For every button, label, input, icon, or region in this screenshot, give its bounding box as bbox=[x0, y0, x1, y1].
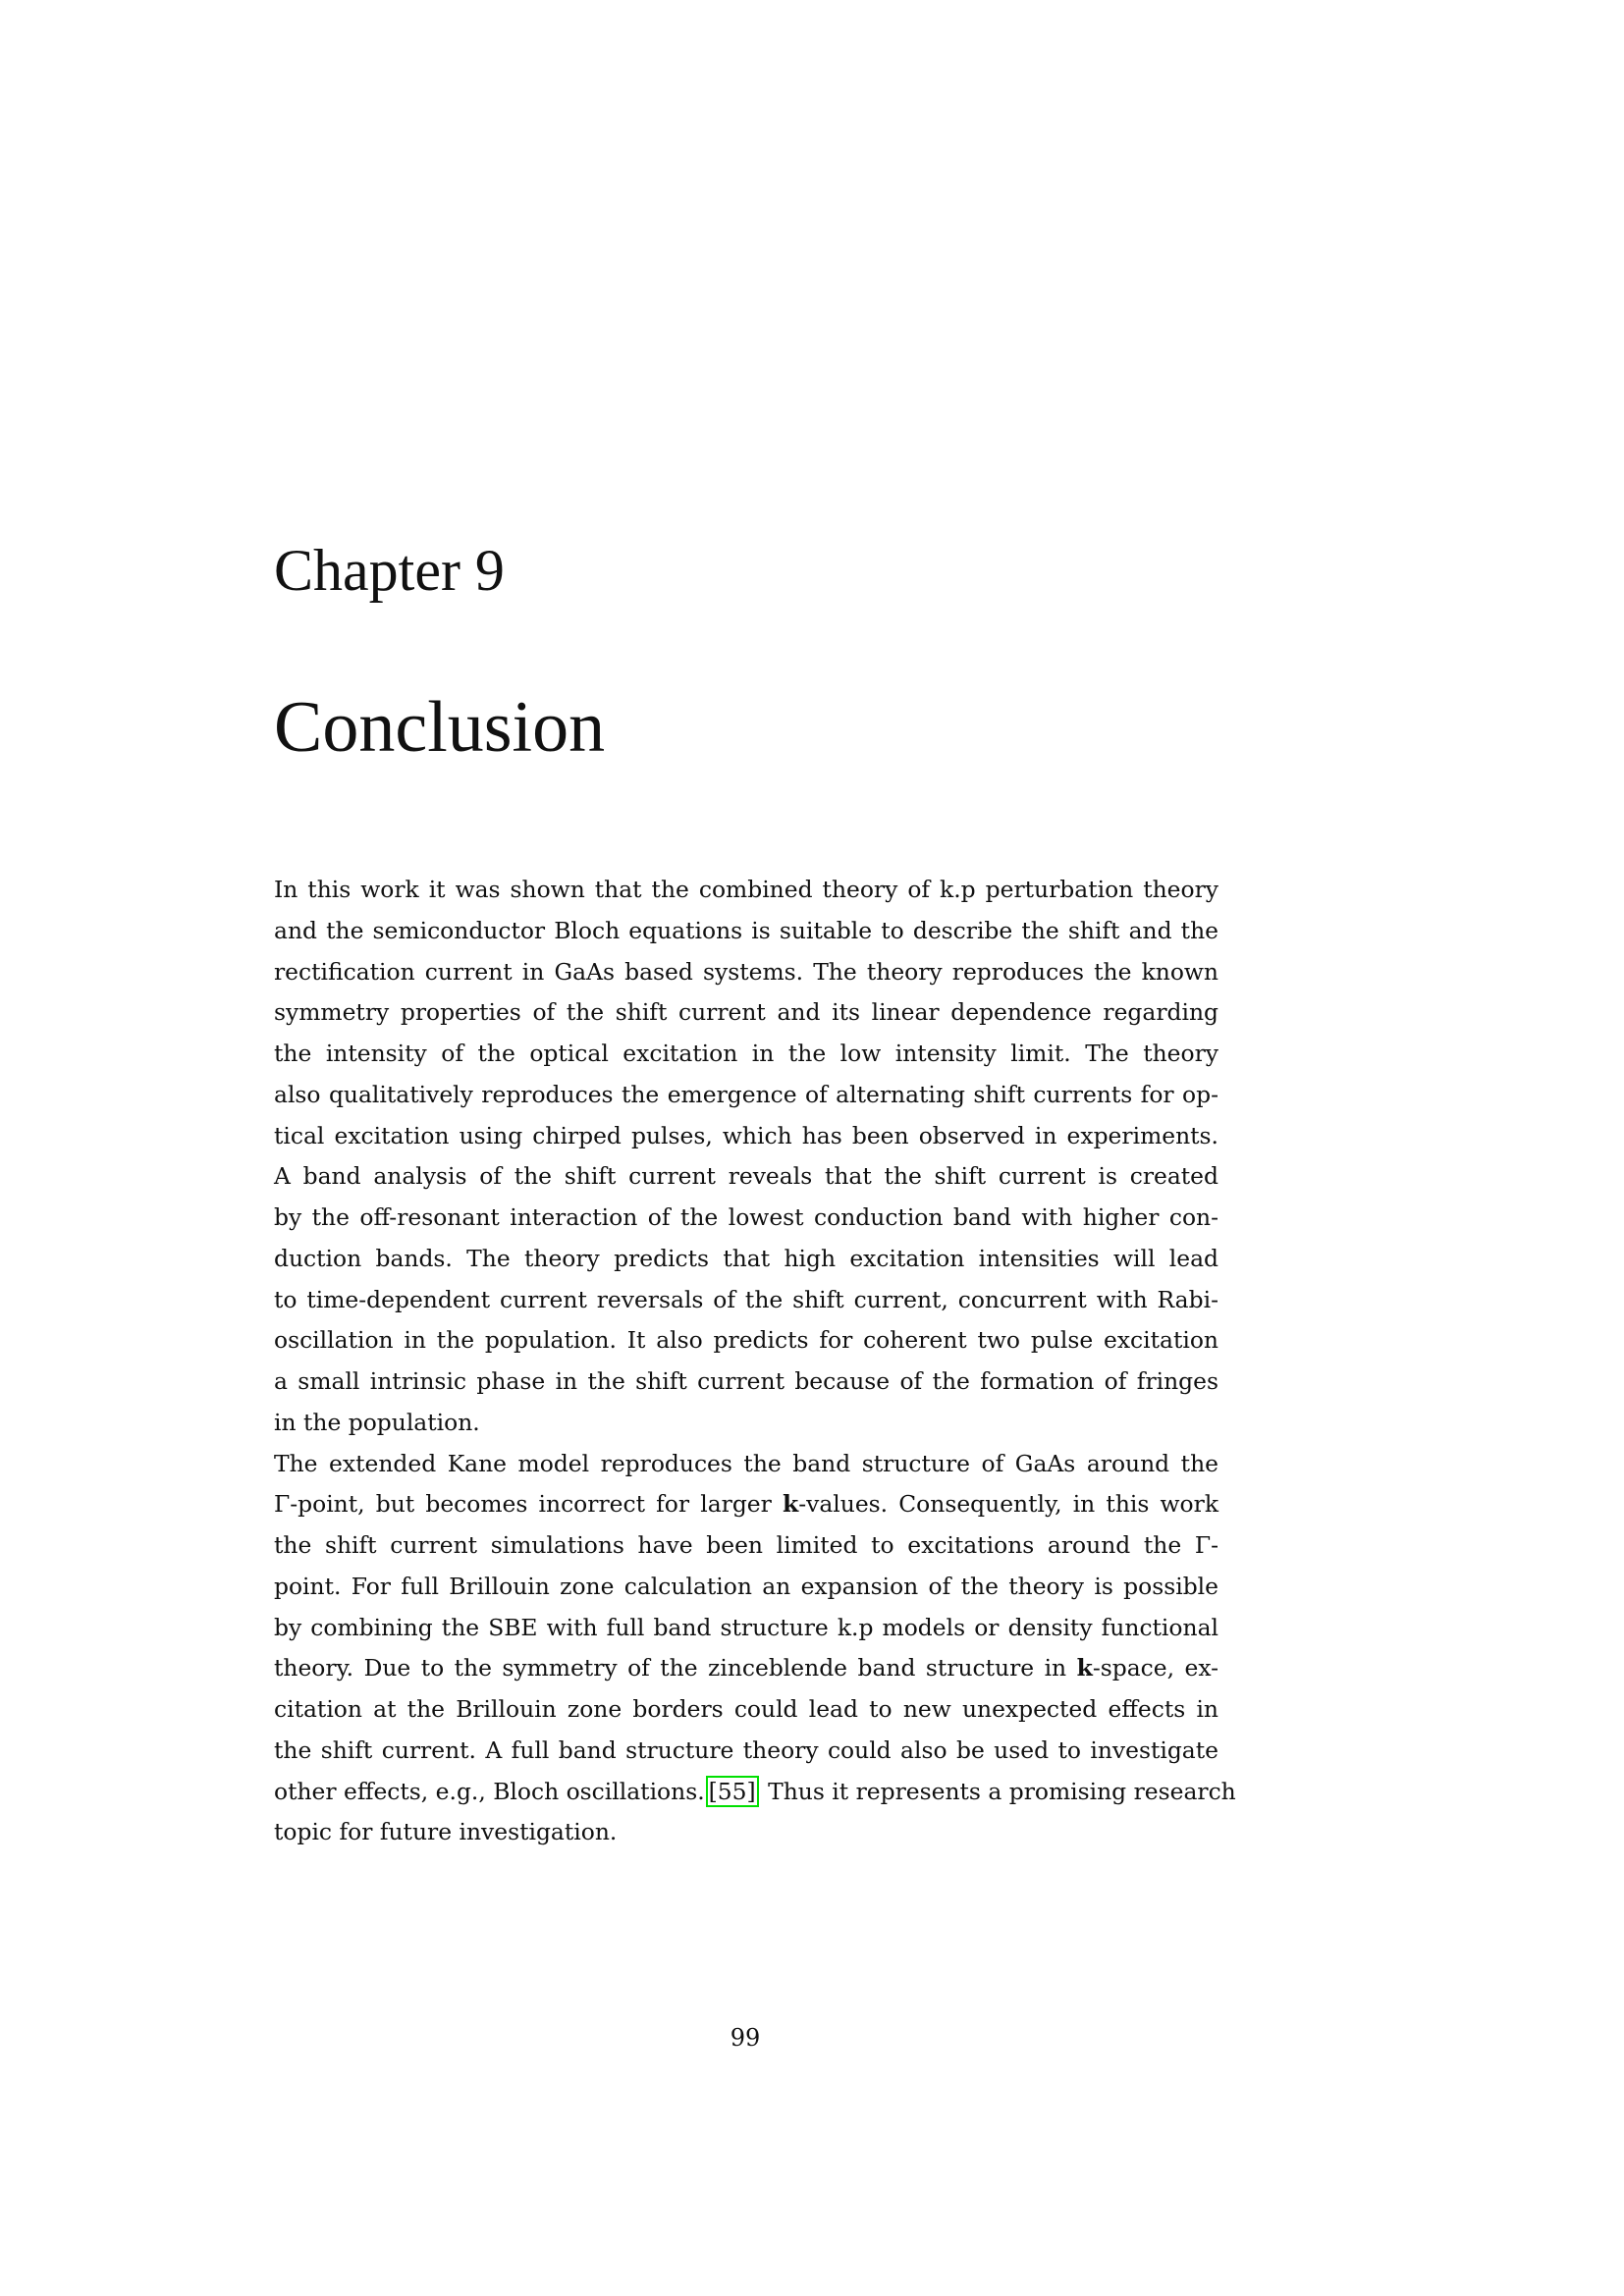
text-line: the shift current. A full band structure theory could also be used to investigate bbox=[274, 1735, 1218, 1764]
text-line: to time-dependent current reversals of the shift current, concurrent with Rabi- bbox=[274, 1285, 1218, 1313]
text-line bbox=[274, 1648, 1218, 1689]
page-number: 99 bbox=[730, 2024, 761, 2052]
paragraph-2 bbox=[274, 1444, 1236, 1854]
text-fragment: other effects, e.g., Bloch oscillations. bbox=[274, 1777, 705, 1805]
text-line: in the population. bbox=[274, 1408, 480, 1436]
text-line: A band analysis of the shift current reveals that the shift current is created bbox=[274, 1162, 1218, 1191]
text-line: also qualitatively reproduces the emergence of alternating shift currents for op- bbox=[274, 1080, 1218, 1108]
text-line: In this work it was shown that the combined theory of k.p perturbation theory bbox=[274, 876, 1218, 903]
text-line: topic for future investigation. bbox=[274, 1818, 618, 1846]
text-line bbox=[274, 1772, 1236, 1813]
text-line: symmetry properties of the shift current and its linear dependence regarding bbox=[274, 998, 1218, 1027]
body-text bbox=[274, 870, 1236, 1853]
text-line: tical excitation using chirped pulses, which has been observed in experiments. bbox=[274, 1121, 1218, 1149]
text-line: and the semiconductor Bloch equations is suitable to describe the shift and the bbox=[274, 916, 1218, 944]
text-line bbox=[274, 1484, 1218, 1525]
text-fragment: theory. Due to the symmetry of the zinceblende band structure in bbox=[274, 1654, 1077, 1682]
text-line: rectification current in GaAs based systems. The theory reproduces the known bbox=[274, 957, 1218, 986]
text-fragment: -values. Consequently, in this work bbox=[798, 1490, 1218, 1519]
citation-link[interactable]: [55] bbox=[706, 1776, 759, 1807]
text-line: oscillation in the population. It also predicts for coherent two pulse excitation bbox=[274, 1326, 1218, 1355]
text-line: duction bands. The theory predicts that high excitation intensities will lead bbox=[274, 1244, 1218, 1272]
chapter-label: Chapter 9 bbox=[274, 538, 505, 603]
text-fragment: -space, ex- bbox=[1092, 1654, 1218, 1682]
text-line: by combining the SBE with full band structure k.p models or density functional bbox=[274, 1613, 1218, 1641]
text-line: point. For full Brillouin zone calculation an expansion of the theory is possible bbox=[274, 1572, 1218, 1600]
bold-vector-k: k bbox=[1076, 1654, 1093, 1682]
text-line: the intensity of the optical excitation in the low intensity limit. The theory bbox=[274, 1040, 1218, 1067]
text-line: citation at the Brillouin zone borders could lead to new unexpected effects in bbox=[274, 1695, 1218, 1723]
chapter-title: Conclusion bbox=[274, 687, 606, 768]
paragraph-1 bbox=[274, 870, 1218, 1444]
text-fragment: Thus it represents a promising research bbox=[760, 1777, 1236, 1805]
text-line: The extended Kane model reproduces the band structure of GaAs around the bbox=[274, 1449, 1218, 1477]
text-line: by the off-resonant interaction of the lowest conduction band with higher con- bbox=[274, 1203, 1218, 1231]
text-line: a small intrinsic phase in the shift current because of the formation of fringes bbox=[274, 1367, 1218, 1395]
bold-vector-k: k bbox=[783, 1490, 799, 1519]
text-line: the shift current simulations have been limited to excitations around the Γ- bbox=[274, 1531, 1218, 1559]
text-fragment: Γ-point, but becomes incorrect for larger bbox=[274, 1490, 783, 1519]
